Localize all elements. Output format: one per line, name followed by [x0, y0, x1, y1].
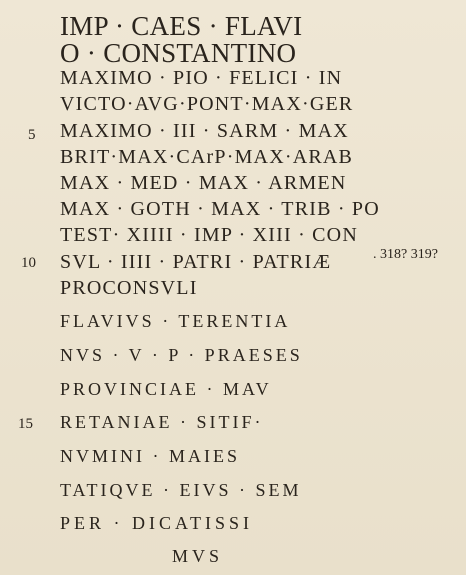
inscription-line-11: PROCONSVLI — [60, 277, 198, 299]
inscription-line-9: TEST· XIIII · IMP · XIII · CON — [60, 224, 358, 246]
line-number-15: 15 — [18, 416, 33, 432]
inscription-line-16: NVMINI · MAIES — [60, 446, 240, 466]
inscription-line-2: O · CONSTANTINO — [60, 38, 297, 68]
inscription-line-13: NVS · V · P · PRAESES — [60, 345, 303, 365]
inscription-line-8: MAX · GOTH · MAX · TRIB · PO — [60, 198, 380, 220]
inscription-line-14: PROVINCIAE · MAV — [60, 379, 272, 399]
inscription-line-7: MAX · MED · MAX · ARMEN — [60, 172, 347, 194]
inscription-line-18: PER · DICATISSI — [60, 513, 254, 533]
inscription-line-12: FLAVIVS · TERENTIA — [60, 311, 291, 331]
inscription-line-5: MAXIMO · III · SARM · MAX — [60, 120, 349, 142]
inscription-line-3: MAXIMO · PIO · FELICI · IN — [60, 67, 343, 89]
inscription-line-1: IMP · CAES · FLAVI — [60, 11, 303, 41]
inscription-line-15: RETANIAE · SITIF· — [60, 412, 264, 432]
inscription-line-17: TATIQVE · EIVS · SEM — [60, 480, 302, 500]
inscription-line-19: MVS — [172, 546, 224, 566]
date-note: . 318? 319? — [373, 247, 438, 262]
inscription-line-4: VICTO·AVG·PONT·MAX·GER — [60, 93, 354, 115]
inscription-line-10: SVL · IIII · PATRI · PATRIÆ — [60, 251, 332, 273]
line-number-10: 10 — [21, 255, 36, 271]
inscription-line-6: BRIT·MAX·CArP·MAX·ARAB — [60, 146, 354, 168]
line-number-5: 5 — [28, 127, 36, 143]
